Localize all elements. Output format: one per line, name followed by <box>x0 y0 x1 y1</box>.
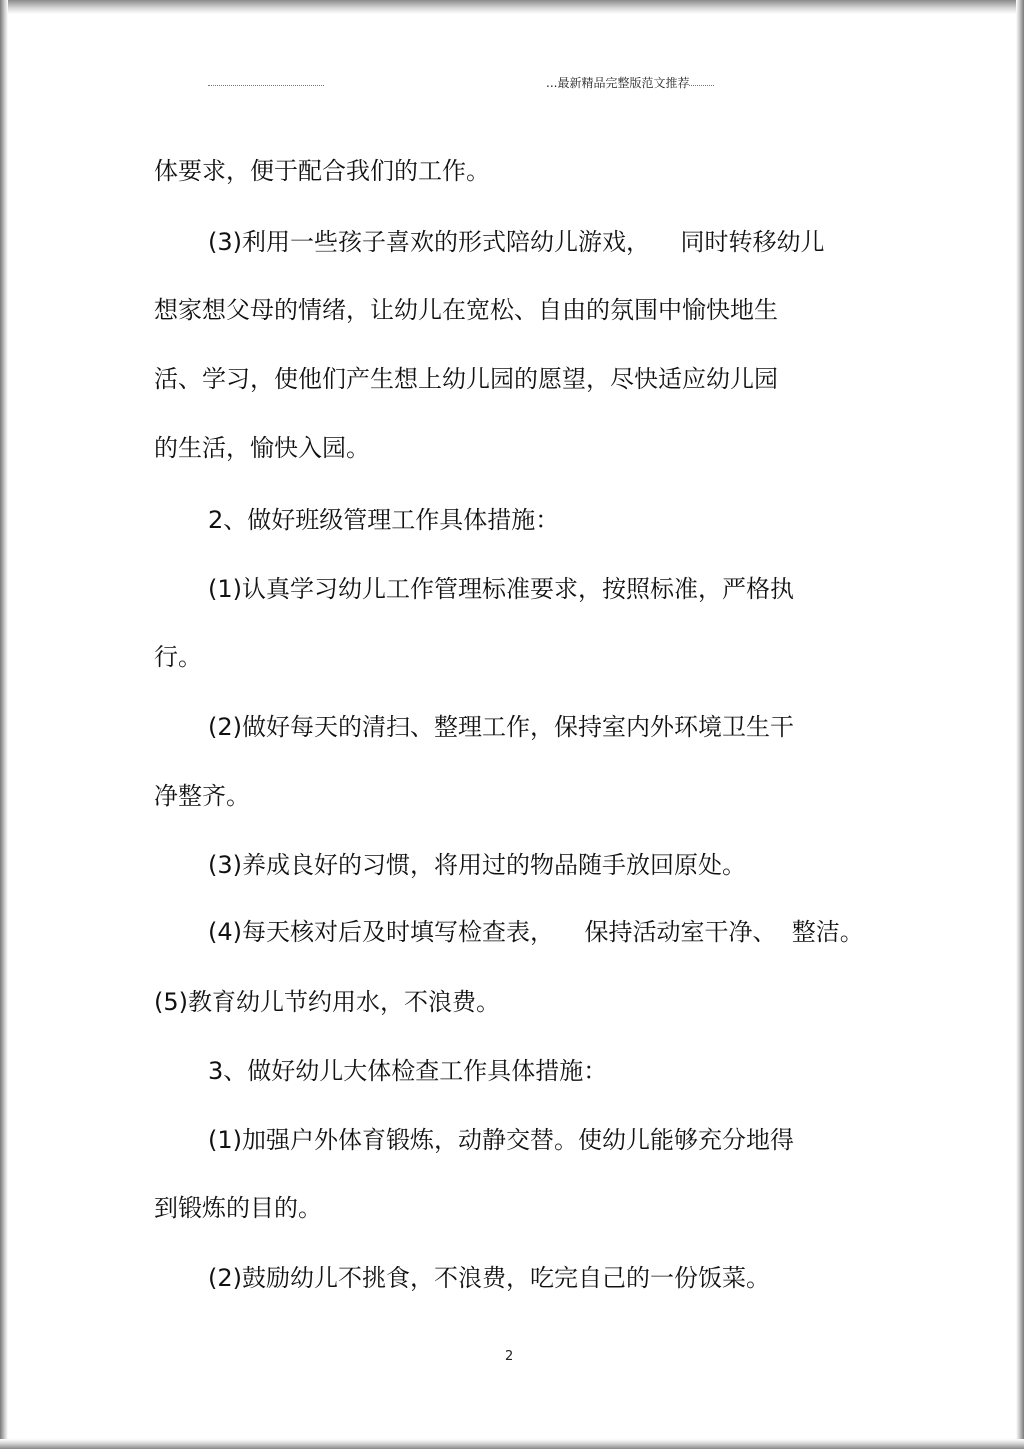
page-edge-right <box>1016 0 1024 1449</box>
text-line: (2)做好每天的清扫、整理工作，保持室内外环境卫生干 <box>208 713 794 741</box>
text-line: 净整齐。 <box>154 782 250 810</box>
text-line: 想家想父母的情绪，让幼儿在宽松、自由的氛围中愉快地生 <box>154 296 778 324</box>
header-dotted-rule-left <box>208 85 324 86</box>
text-line: (1)认真学习幼儿工作管理标准要求，按照标准，严格执 <box>208 575 794 603</box>
page-edge-left <box>0 0 8 1449</box>
text-line: (4)每天核对后及时填写检查表， 保持活动室干净、 整洁。 <box>208 918 864 946</box>
text-line: 的生活，愉快入园。 <box>154 434 370 462</box>
page-number: 2 <box>505 1349 514 1364</box>
header-dotted-rule-right <box>689 85 714 86</box>
header-title: ...最新精品完整版范文推荐 <box>546 75 690 90</box>
running-header <box>208 72 714 92</box>
text-line: 活、学习，使他们产生想上幼儿园的愿望，尽快适应幼儿园 <box>154 365 778 393</box>
text-line: 体要求，便于配合我们的工作。 <box>154 157 490 185</box>
page-edge-top <box>0 0 1024 14</box>
text-line: (5)教育幼儿节约用水，不浪费。 <box>154 988 500 1016</box>
text-line: (3)养成良好的习惯，将用过的物品随手放回原处。 <box>208 851 746 879</box>
text-line: (1)加强户外体育锻炼，动静交替。使幼儿能够充分地得 <box>208 1126 794 1154</box>
text-line: (3)利用一些孩子喜欢的形式陪幼儿游戏， 同时转移幼儿 <box>208 228 825 256</box>
text-line: (2)鼓励幼儿不挑食，不浪费，吃完自己的一份饭菜。 <box>208 1264 770 1292</box>
section-heading: 3、做好幼儿大体检查工作具体措施： <box>208 1057 608 1085</box>
text-line: 行。 <box>154 643 202 671</box>
section-heading: 2、做好班级管理工作具体措施： <box>208 506 560 534</box>
page-edge-bottom <box>0 1439 1024 1449</box>
text-line: 到锻炼的目的。 <box>154 1194 322 1222</box>
